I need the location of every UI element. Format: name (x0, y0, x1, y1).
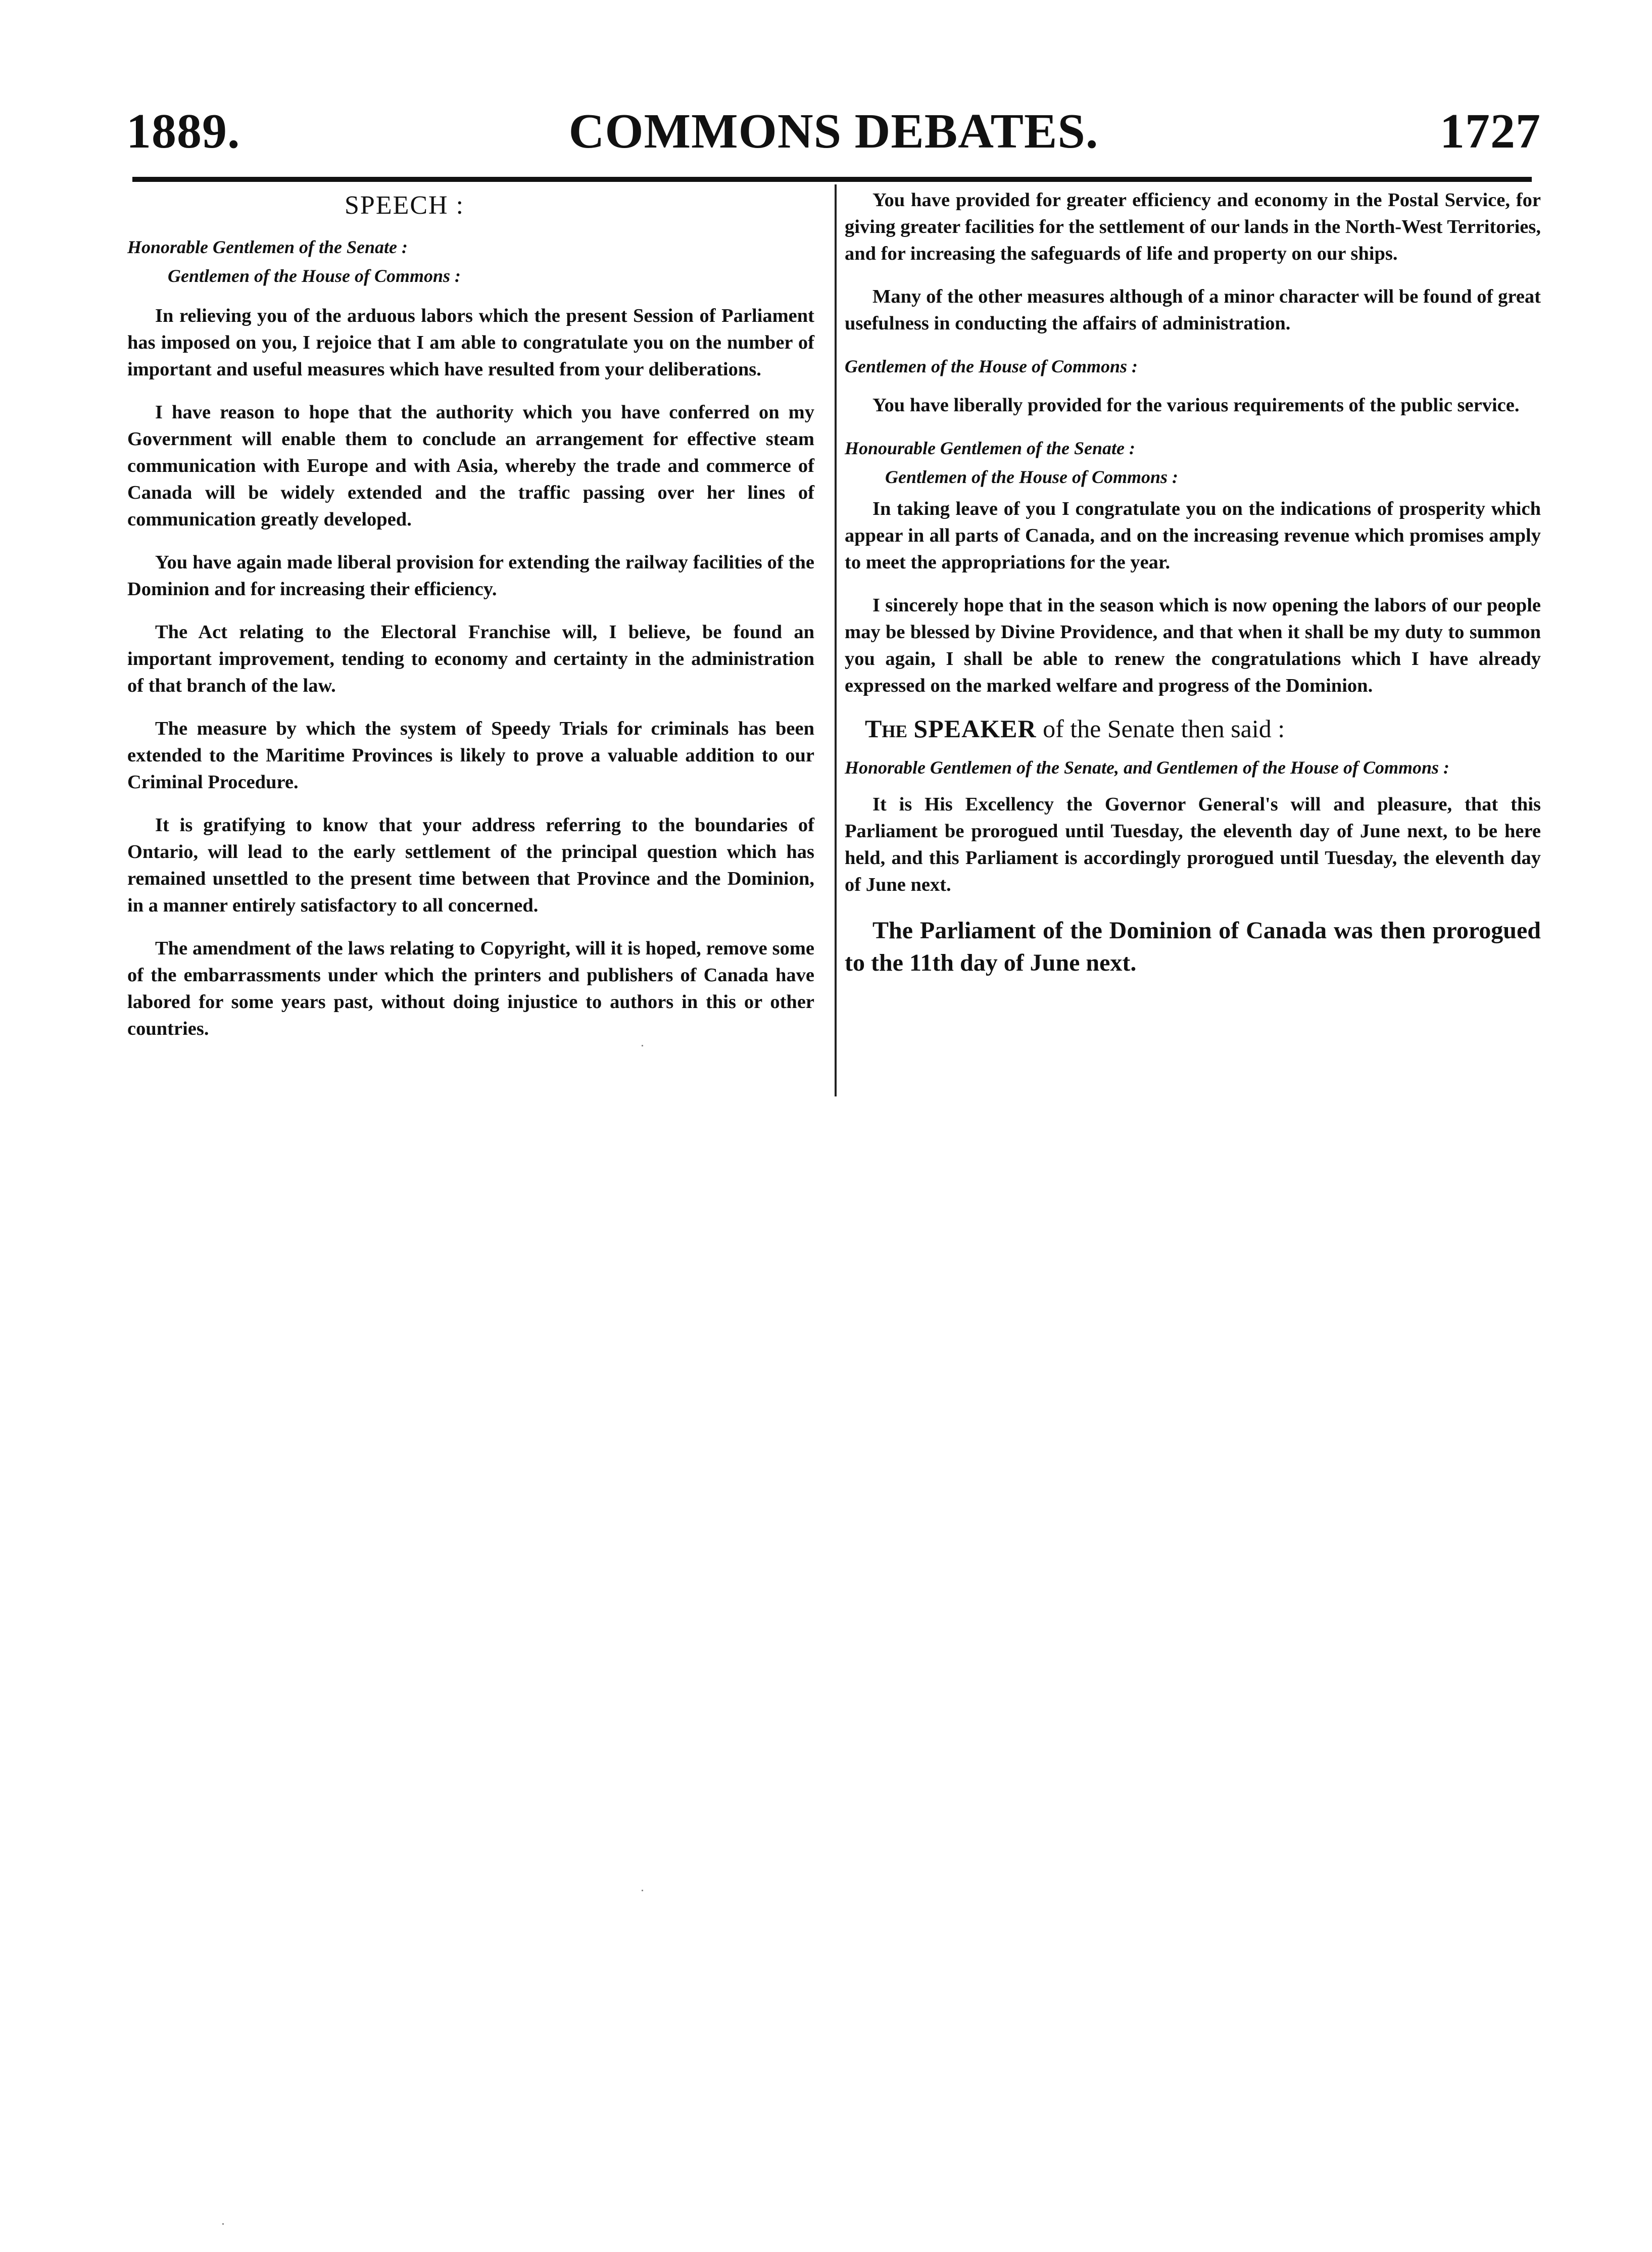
address-senate: Honourable Gentlemen of the Senate : (845, 438, 1135, 458)
print-speck (642, 1045, 643, 1046)
paragraph: In taking leave of you I congratulate you on the indications of prosperity which appear in all parts of Canada, and on the increasing revenue which promises amply to meet the appropriations for the year. (845, 498, 1541, 573)
paragraph: It is gratifying to know that your address referring to the boundaries of Ontario, will lead to the early settlement of the principal question which has remained unsettled to the present time between that Province and the Dominion, in a manner entirely satisfactory to all concerned. (127, 814, 814, 916)
header-year: 1889. (126, 104, 240, 159)
paragraph: I have reason to hope that the authority which you have conferred on my Government will enable them to conclude an arrangement for effective steam communication with Europe and with Asia, whereby the trade and commerce of Canada will be widely extended and the traffic passing over her lines of communication greatly developed. (127, 402, 814, 530)
header-page-number: 1727 (1440, 104, 1541, 159)
header-title: COMMONS DEBATES. (568, 104, 1099, 159)
page-header (126, 104, 1541, 164)
address-senate-and-commons: Honorable Gentlemen of the Senate, and Gentlemen of the House of Commons : (845, 757, 1450, 778)
paragraph: I sincerely hope that in the season which is now opening the labors of our people may be blessed by Divine Providence, and that when it shall be my duty to summon you again, I shall be able to renew the congratulations which I have already expressed on the marked welfare and progress of the Dominion. (845, 595, 1541, 696)
print-speck (222, 2223, 224, 2225)
speaker-name: SPEAKER (913, 714, 1037, 743)
address-commons: Gentlemen of the House of Commons : (168, 266, 461, 286)
address-commons: Gentlemen of the House of Commons : (845, 356, 1138, 376)
paragraph: You have liberally provided for the various requirements of the public service. (872, 395, 1520, 416)
paragraph: You have provided for greater efficiency and economy in the Postal Service, for giving greater facilities for the settlement of our lands in the North-West Territories, and for increasing the safeguards of life and property on our ships. (845, 189, 1541, 264)
paragraph: The Act relating to the Electoral Franchise will, I believe, be found an important improvement, tending to economy and certainty in the administration of that branch of the law. (127, 621, 814, 696)
prorogation-paragraph: It is His Excellency the Governor General's will and pleasure, that this Parliament be prorogued until Tuesday, the eleventh day of June next, to be here held, and this Parliament is accordingly prorogued until Tuesday, the eleventh day of June next. (845, 794, 1541, 895)
header-rule (132, 177, 1532, 182)
final-statement: The Parliament of the Dominion of Canada was then prorogued to the 11th day of June next. (845, 917, 1541, 976)
paragraph: The measure by which the system of Speedy Trials for criminals has been extended to the Maritime Provinces is likely to prove a valuable addition to our Criminal Procedure. (127, 718, 814, 793)
paragraph: The amendment of the laws relating to Copyright, will it is hoped, remove some of the embarrassments under which the printers and publishers of Canada have labored for some years past, without doing injustice to authors in this or other countries. (127, 938, 814, 1039)
column-divider (835, 184, 837, 1096)
speaker-announcement (865, 715, 1541, 742)
address-senate: Honorable Gentlemen of the Senate : (127, 237, 408, 257)
speaker-rest: of the Senate then said : (1043, 714, 1285, 743)
print-speck (642, 1890, 643, 1891)
right-column (845, 187, 1541, 1003)
speaker-the: The (865, 714, 907, 743)
paragraph: In relieving you of the arduous labors which the present Session of Parliament has imposed on you, I rejoice that I am able to congratulate you on the number of important and useful measures which have resulted from your deliberations. (127, 305, 814, 380)
left-column (127, 187, 814, 1059)
address-commons: Gentlemen of the House of Commons : (885, 467, 1179, 487)
paragraph: You have again made liberal provision for extending the railway facilities of the Dominion and for increasing their efficiency. (127, 552, 814, 600)
speech-heading: SPEECH : (345, 191, 465, 220)
paragraph: Many of the other measures although of a minor character will be found of great usefulness in conducting the affairs of administration. (845, 286, 1541, 334)
